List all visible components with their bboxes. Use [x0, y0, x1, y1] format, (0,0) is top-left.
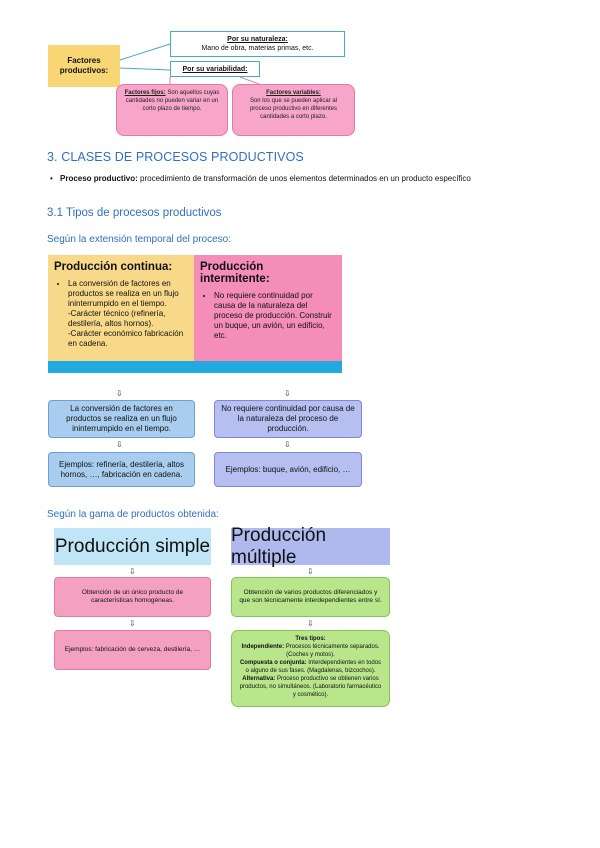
intermitente-list [200, 291, 336, 341]
continua-title: Producción continua: [54, 261, 173, 273]
compuesta-label: Compuesta o conjunta: [239, 660, 307, 666]
bullet-text: procedimiento de transformación de unos elementos determinados en un producto específico [137, 174, 471, 183]
arrow-down-icon: ⇩ [129, 567, 136, 576]
factores-fijos-box [116, 84, 228, 136]
arrow-down-icon: ⇩ [129, 619, 136, 628]
produccion-continua-cell [48, 255, 194, 361]
factores-label: Factores productivos: [59, 56, 109, 75]
compuesta-text: Interdependientes en todos o alguno de sus fases. (Magdalenas, bizcochos). [245, 660, 382, 674]
continua-list [54, 279, 188, 349]
produccion-multiple-title: Producción múltiple [231, 528, 390, 565]
independiente-label: Independiente: [241, 644, 285, 650]
proceso-productivo-bullet [60, 173, 540, 185]
arrow-down-icon: ⇩ [307, 619, 314, 628]
simple-flow-box: Obtención de un único producto de características homogéneas. [54, 577, 211, 617]
intermitente-examples-box: Ejemplos: buque, avión, edificio, … [214, 452, 362, 487]
variables-text: Son los que se pueden aplicar al proceso productivo en diferentes cantidades a corto plazo. [249, 98, 338, 120]
arrow-down-icon: ⇩ [284, 389, 291, 398]
intermitente-flow-box: No requiere continuidad por causa de la naturaleza del proceso de producción. [214, 400, 362, 438]
naturaleza-text: Mano de obra, materias primas, etc. [201, 45, 314, 52]
continua-flow-box: La conversión de factores en productos se realiza en un flujo ininterrumpido en el tiempo. [48, 400, 195, 438]
bullet-bold: Proceso productivo: [60, 174, 138, 183]
gama-heading: Según la gama de productos obtenida: [47, 509, 219, 520]
arrow-down-icon: ⇩ [284, 440, 291, 449]
naturaleza-title: Por su naturaleza: [227, 36, 288, 43]
intermitente-item: • No requiere continuidad por causa de la naturaleza del proceso de producción. Construir un buque, un avión, un edificio, etc. [214, 291, 336, 341]
variabilidad-title: Por su variabilidad: [182, 66, 248, 73]
factores-productivos-box [48, 45, 120, 87]
produccion-intermitente-cell [194, 255, 342, 361]
arrow-down-icon: ⇩ [116, 440, 123, 449]
continua-examples-box: Ejemplos: refinería, destilería, altos hornos, …, fabricación en cadena. [48, 452, 195, 487]
table-footer-bar [48, 361, 342, 373]
tres-tipos-title: Tres tipos: [295, 636, 326, 642]
factores-variables-box [232, 84, 355, 136]
arrow-down-icon: ⇩ [307, 567, 314, 576]
arrow-down-icon: ⇩ [116, 389, 123, 398]
variables-title: Factores variables: [266, 90, 321, 96]
produccion-simple-title: Producción simple [54, 528, 211, 565]
naturaleza-box [170, 31, 345, 57]
subsection-title: 3.1 Tipos de procesos productivos [47, 207, 222, 219]
simple-examples-box: Ejemplos: fabricación de cerveza, destilería, … [54, 630, 211, 670]
variabilidad-box [170, 61, 260, 77]
tres-tipos-box [231, 630, 390, 707]
multiple-flow-box: Obtención de varios productos diferenciados y que son técnicamente interdependientes entre sí. [231, 577, 390, 617]
temporal-heading: Según la extensión temporal del proceso: [47, 234, 232, 245]
independiente-text: Procesos técnicamente separados. (Coches y motos). [284, 644, 380, 658]
continua-line3: -Carácter económico fabricación en cadena. [68, 329, 184, 348]
continua-item: • La conversión de factores en productos se realiza en un flujo ininterrumpido en el tiempo. -Carácter técnico (refinería, destilería, altos hornos). -Carácter económico fabricación en cadena. [68, 279, 188, 349]
intermitente-title: Producción intermitente: [200, 261, 270, 285]
fijos-title: Factores fijos: [124, 90, 166, 96]
continua-line2: -Carácter técnico (refinería, destilería, altos hornos). [68, 309, 166, 328]
fijos-text: Son aquellos cuyas cantidades no pueden variar en un corto plazo de tiempo. [125, 90, 220, 112]
alternativa-label: Alternativa: [242, 676, 276, 682]
alternativa-text: Proceso productivo se obtienen varios productos, no simultáneos. (Laboratorio farmacéutico y cosmético). [239, 676, 382, 698]
section-title: 3. CLASES DE PROCESOS PRODUCTIVOS [47, 150, 304, 164]
